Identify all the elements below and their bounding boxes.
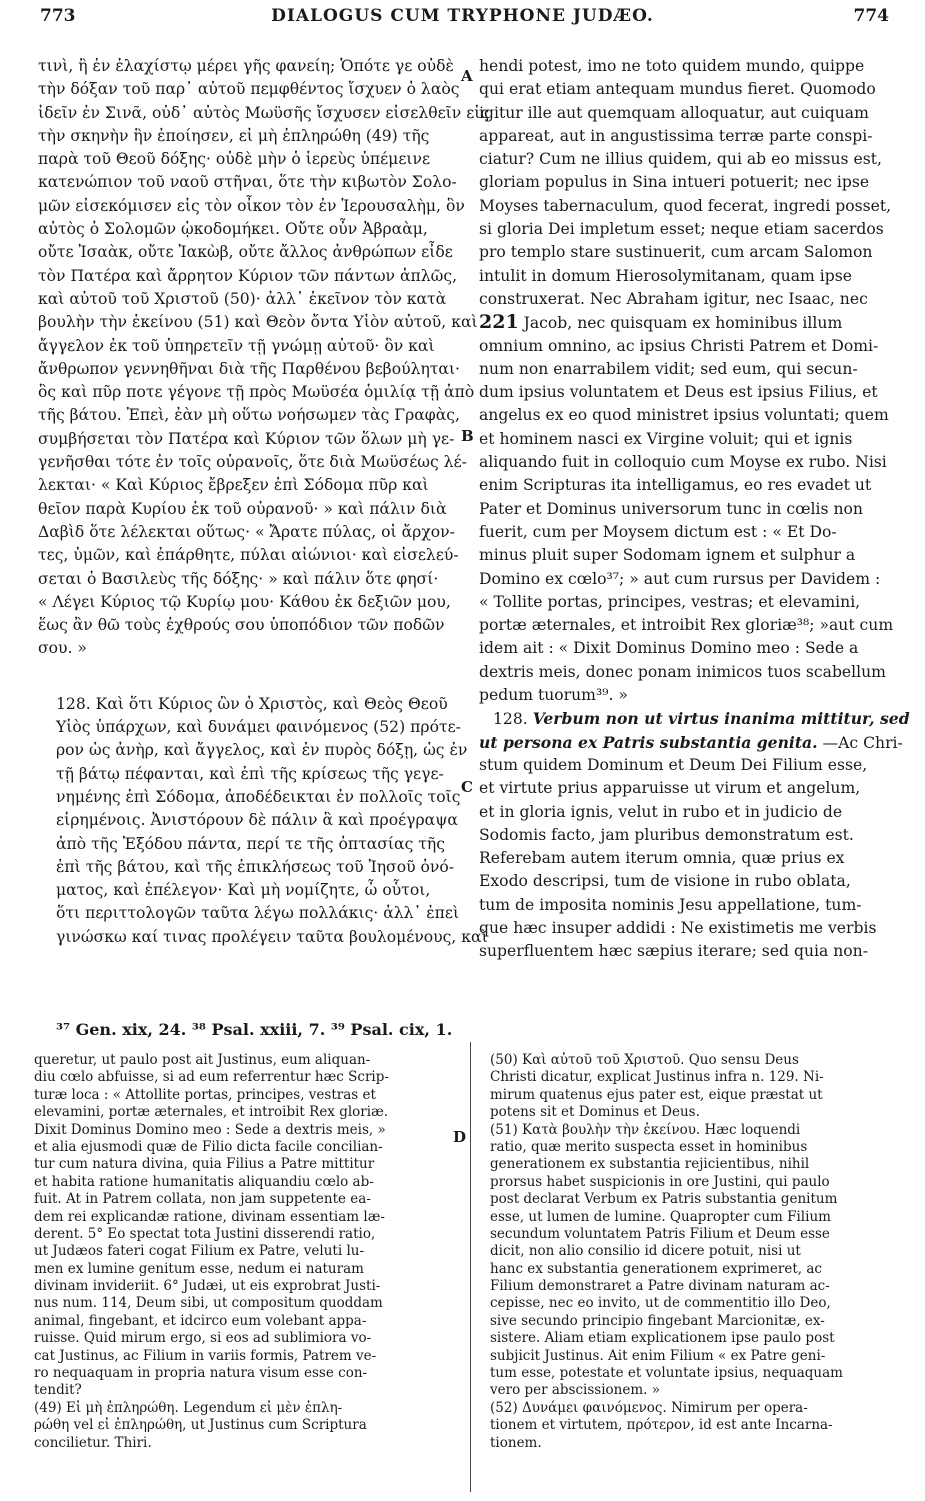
latin-text-line: appareat, aut in angustissima terræ parte conspi- (479, 126, 873, 145)
latin-text-line: dextris meis, donec ponam inimicos tuos scabellum (479, 662, 886, 681)
greek-text-line: συμβήσεται τὸν Πατέρα καὶ Κύριον τῶν ὅλων μὴ γε- (38, 429, 455, 448)
latin-text-line: ciatur? Cum ne illius quidem, qui ab eo missus est, (479, 150, 882, 169)
greek-text-line: τὸν Πατέρα καὶ ἄρρητον Κύριον τῶν πάντων ἁπλῶς, (38, 266, 458, 285)
latin-text-line: stum quidem Dominum et Deum Dei Filium esse, (479, 755, 868, 774)
note-line: tur cum natura divina, quia Filius a Patre mittitur (34, 1156, 375, 1173)
greek-text-line: ματος, καὶ ἐπέλεγον· Καὶ μὴ νομίζητε, ὦ οὗτοι, (56, 881, 431, 900)
section-heading-a: Verbum non ut virtus inanima mittitur, sed (532, 709, 910, 729)
greek-text-line: λεκται· « Καὶ Κύριος ἔβρεξεν ἐπὶ Σόδομα πῦρ καὶ (38, 476, 429, 495)
latin-text-line: hendi potest, imo ne toto quidem mundo, quippe (479, 57, 865, 75)
note-line: subjicit Justinus. Ait enim Filium « ex Patre geni- (490, 1347, 826, 1364)
latin-text-line: enim Scripturas ita intelligamus, eo res evadet ut (479, 476, 872, 495)
latin-text-line: omnium omnino, ac ipsius Christi Patrem et Domi- (479, 336, 879, 355)
right-page-number: 774 (853, 6, 889, 26)
greek-text-line: ὅτι περιττολογῶν ταῦτα λέγω πολλάκις· ἀλλ᾽ ἐπεὶ (56, 904, 460, 923)
latin-heading-line-1 (479, 707, 910, 730)
note-line: hanc ex substantia generationem exprimeret, ac (490, 1260, 822, 1277)
greek-column (38, 55, 490, 949)
latin-text-line: angelus ex eo quod ministret ipsius voluntati; quem (479, 406, 889, 425)
greek-paragraph-128 (38, 693, 488, 949)
note-line: ro nequaquam in propria natura visum esse con- (34, 1365, 368, 1382)
notes-right-column (490, 1052, 900, 1452)
note-line: queretur, ut paulo post ait Justinus, eum aliquan- (34, 1052, 371, 1068)
note-line: prorsus habet suspicionis in ore Justini, qui paulo (490, 1173, 830, 1190)
section-number: 221 (479, 311, 519, 334)
greek-text-line: Υἱὸς ὑπάρχων, καὶ δυνάμει φαινόμενος (52) πρότε- (56, 718, 461, 737)
note-line: nus num. 114, Deum sibi, ut compositum quoddam (34, 1295, 383, 1312)
note-line: (49) Εἰ μὴ ἐπληρώθη. Legendum εἰ μὲν ἐπλη- (34, 1399, 343, 1416)
scripture-references: ³⁷ Gen. xix, 24. ³⁸ Psal. xxiii, 7. ³⁹ Psal. cix, 1. (56, 1020, 453, 1039)
greek-text-line: ἕως ἂν θῶ τοὺς ἐχθρούς σου ὑποπόδιον τῶν ποδῶν (38, 616, 445, 635)
latin-text-line: idem ait : « Dixit Dominus Domino meo : Sede a (479, 639, 859, 658)
greek-text-line: θεῖον παρὰ Κυρίου ἐκ τοῦ οὐρανοῦ· » καὶ πάλιν διὰ (38, 499, 447, 518)
latin-heading-line-2 (479, 731, 903, 754)
note-line: dem rei explicandæ ratione, divinam essentiam læ- (34, 1208, 385, 1225)
greek-text-line: ἰδεῖν ἐν Σινᾶ, οὐδ᾽ αὐτὸς Μωϋσῆς ἴσχυσεν εἰσελθεῖν εἰς (38, 103, 490, 122)
note-line: tendit? (34, 1382, 82, 1399)
greek-text-line: ἀπὸ τῆς Ἐξόδου πάντα, περί τε τῆς ὀπτασίας τῆς (56, 834, 445, 853)
greek-text-line: γινώσκω καί τινας προλέγειν ταῦτα βουλομένους, καὶ (56, 927, 488, 946)
greek-paragraph-1 (38, 55, 490, 661)
note-line: ρώθη vel εἰ ἐπληρώθη, ut Justinus cum Scriptura (34, 1417, 367, 1434)
latin-text-line: superfluentem hæc sæpius iterare; sed quia non- (479, 942, 868, 961)
greek-text-line: τινὶ, ἢ ἐν ἐλαχίστῳ μέρει γῆς φανείη; Ὁπότε γε οὐδὲ (38, 57, 454, 75)
note-line: vero per abscissionem. » (490, 1382, 660, 1399)
greek-text-line: τῆς βάτου. Ἐπεὶ, ἐὰν μὴ οὕτω νοήσωμεν τὰς Γραφὰς, (38, 406, 460, 425)
greek-text-line: « Λέγει Κύριος τῷ Κυρίῳ μου· Κάθου ἐκ δεξιῶν μου, (38, 592, 451, 611)
greek-text-line: αὐτὸς ὁ Σολομῶν ᾠκοδομήκει. Οὔτε οὖν Ἀβραὰμ, (38, 220, 428, 239)
latin-text-line: igitur ille aut quemquam alloquatur, aut cuiquam (479, 103, 869, 122)
note-line: mirum quatenus ejus pater est, eique præstat ut (490, 1086, 823, 1103)
left-page-number: 773 (40, 6, 76, 26)
note-line: sive secundo principio fingebant Marcionitæ, ex- (490, 1312, 825, 1329)
latin-text-line: si gloria Dei impletum esset; neque etiam sacerdos (479, 220, 884, 239)
latin-text-line: qui erat etiam antequam mundus fieret. Quomodo (479, 80, 876, 99)
note-line: divinam invideriit. 6° Judæi, ut eis exprobrat Justi- (34, 1278, 381, 1295)
note-line: ruisse. Quid mirum ergo, si eos ad sublimiora vo- (34, 1330, 372, 1347)
latin-text-line: portæ æternales, et introibit Rex gloriæ³⁸; »aut cum (479, 616, 894, 635)
greek-text-line: εἰρημένοις. Ἀνιστόρουν δὲ πάλιν ἃ καὶ προέγραψα (56, 811, 458, 830)
margin-letter-a: A (461, 67, 473, 85)
margin-letter-c: C (461, 778, 473, 796)
note-line: tionem et virtutem, πρότερον, id est ante Incarna- (490, 1417, 833, 1434)
note-line: secundum voluntatem Patris Filium et Deum esse (490, 1225, 830, 1242)
note-line: tionem. (490, 1434, 542, 1451)
latin-text-line: Sodomis facto, jam pluribus demonstratum est. (479, 825, 854, 844)
latin-paragraph-1 (479, 55, 891, 311)
note-line: fuit. At in Patrem collata, non jam suppetente ea- (34, 1191, 371, 1208)
latin-text-line: minus pluit super Sodomam ignem et sulphur a (479, 546, 856, 565)
note-line: (51) Κατὰ βουλὴν τὴν ἐκείνου. Hæc loquendi (490, 1121, 801, 1138)
latin-text-line: Moyses tabernaculum, quod fecerat, ingredi posset, (479, 196, 892, 215)
latin-column (479, 55, 910, 964)
latin-text-line: intulit in domum Hierosolymitanam, quam ipse (479, 266, 852, 285)
greek-text-line: οὔτε Ἰσαὰκ, οὔτε Ἰακὼβ, οὔτε ἄλλος ἀνθρώπων εἶδε (38, 243, 453, 262)
latin-text-line: « Tollite portas, principes, vestras; et elevamini, (479, 592, 861, 611)
note-line: generationem ex substantia rejicientibus, nihil (490, 1156, 810, 1173)
note-line: turæ loca : « Attollite portas, principes, vestras et (34, 1086, 376, 1103)
greek-text-line: τὴν σκηνὴν ἣν ἐποίησεν, εἰ μὴ ἐπληρώθη (49) τῆς (38, 126, 430, 145)
note-line: Filium demonstraret a Patre divinam naturam ac- (490, 1278, 830, 1295)
latin-text-line: que hæc insuper addidi : Ne existimetis me verbis (479, 918, 877, 937)
margin-letter-d: D (453, 1128, 467, 1146)
note-line: ut Judæos fateri cogat Filium ex Patre, veluti lu- (34, 1243, 365, 1260)
greek-text-line: ἄγγελον ἐκ τοῦ ὑπηρετεῖν τῇ γνώμῃ αὐτοῦ· ὃν καὶ (38, 336, 435, 355)
note-line: men ex lumine genitum esse, nedum ei naturam (34, 1260, 364, 1277)
note-line: et habita ratione humanitatis aliquandiu cœlo ab- (34, 1173, 374, 1190)
margin-letter-b: B (461, 427, 474, 445)
latin-text-line: et in gloria ignis, velut in rubo et in judicio de (479, 802, 843, 821)
greek-text-line: παρὰ τοῦ Θεοῦ δόξης· οὐδὲ μὴν ὁ ἱερεὺς ὑπέμεινε (38, 150, 431, 169)
note-line: post declarat Verbum ex Patris substantia genitum (490, 1191, 838, 1208)
greek-text-line: καὶ αὐτοῦ τοῦ Χριστοῦ (50)· ἀλλ᾽ ἐκεῖνον τὸν κατὰ (38, 289, 447, 308)
note-line: ratio, quæ merito suspecta esset in hominibus (490, 1138, 808, 1155)
greek-text-line: γενῆσθαι τότε ἐν τοῖς οὐρανοῖς, ὅτε διὰ Μωϋσέως λέ- (38, 453, 467, 472)
latin-text-line: pedum tuorum³⁹. » (479, 686, 628, 705)
notes-left-column (34, 1052, 454, 1452)
latin-line-text: Jacob, nec quisquam ex hominibus illum (518, 314, 843, 333)
greek-text-line: νημένης ἐπὶ Σόδομα, ἀποδέδεικται ἐν πολλοῖς τοῖς (56, 787, 461, 806)
note-line: tum esse, potestate et voluntate ipsius, nequaquam (490, 1365, 843, 1382)
note-line: derent. 5° Eo spectat tota Justini disserendi ratio, (34, 1225, 376, 1242)
latin-text-line: dum ipsius voluntatem et Deus est ipsius Filius, et (479, 383, 878, 402)
note-line: Christi dicatur, explicat Justinus infra n. 129. Ni- (490, 1069, 824, 1086)
note-line: diu cœlo abfuisse, si ad eum referrentur hæc Scrip- (34, 1069, 389, 1086)
note-line: dicit, non alio consilio id dicere potuit, nisi ut (490, 1243, 801, 1260)
latin-text-line: Exodo descripsi, tum de visione in rubo oblata, (479, 872, 851, 891)
latin-text-line: pro templo stare sustinuerit, cum arcam Salomon (479, 243, 873, 262)
note-line: cepisse, nec eo invito, ut de commentitio illo Deo, (490, 1295, 831, 1312)
latin-paragraph-128 (479, 754, 891, 964)
note-line: (52) Δυνάμει φαινόμενος. Nimirum per opera- (490, 1399, 808, 1416)
note-line: potens sit et Dominus et Deus. (490, 1104, 700, 1121)
notes-divider (470, 1042, 471, 1492)
note-line: Dixit Dominus Domino meo : Sede a dextris meis, » (34, 1121, 386, 1138)
greek-text-line: σεται ὁ Βασιλεὺς τῆς δόξης· » καὶ πάλιν ὅτε φησί· (38, 569, 439, 588)
latin-line-section (479, 311, 891, 334)
greek-text-line: μῶν εἰσεκόμισεν εἰς τὸν οἶκον τὸν ἐν Ἱερουσαλὴμ, ὃν (38, 196, 465, 215)
latin-text-line: et virtute prius apparuisse ut virum et angelum, (479, 779, 861, 798)
note-line: elevamini, portæ æternales, et introibit Rex gloriæ. (34, 1104, 389, 1121)
latin-text-line: Domino ex cœlo³⁷; » aut cum rursus per Davidem : (479, 569, 881, 588)
latin-text-line: aliquando fuit in colloquio cum Moyse ex rubo. Nisi (479, 453, 887, 472)
running-title: DIALOGUS CUM TRYPHONE JUDÆO. (271, 6, 654, 26)
greek-text-line: τὴν δόξαν τοῦ παρ᾽ αὐτοῦ πεμφθέντος ἴσχυεν ὁ λαὸς (38, 80, 460, 99)
greek-text-line: σου. » (38, 639, 87, 658)
latin-text-line: Pater et Dominus universorum tunc in cœlis non (479, 499, 863, 518)
greek-text-line: βουλὴν τὴν ἐκείνου (51) καὶ Θεὸν ὄντα Υἱὸν αὐτοῦ, καὶ (38, 313, 478, 332)
note-line: (50) Καὶ αὐτοῦ τοῦ Χριστοῦ. Quo sensu Deus (490, 1052, 799, 1068)
greek-text-line: ρον ὡς ἀνὴρ, καὶ ἄγγελος, καὶ ἐν πυρὸς δόξῃ, ὡς ἐν (56, 741, 468, 760)
note-line: esse, ut lumen de lumine. Quapropter cum Filium (490, 1208, 831, 1225)
greek-text-line: ὃς καὶ πῦρ ποτε γέγονε τῇ πρὸς Μωϋσέα ὁμιλίᾳ τῇ ἀπὸ (38, 383, 475, 402)
greek-text-line: τες, ὑμῶν, καὶ ἐπάρθητε, πύλαι αἰώνιοι· καὶ εἰσελεύ- (38, 546, 459, 565)
latin-text-line: num non enarrabilem vidit; sed eum, qui secun- (479, 359, 858, 378)
greek-text-line: Δαβὶδ ὅτε λέλεκται οὕτως· « Ἄρατε πύλας, οἱ ἄρχον- (38, 522, 455, 541)
paragraph-number: 128. (493, 710, 528, 729)
latin-text-line: construxerat. Nec Abraham igitur, nec Isaac, nec (479, 289, 868, 308)
note-line: concilietur. Thiri. (34, 1434, 152, 1451)
latin-text-line: gloriam populus in Sina intueri potuerit; nec ipse (479, 173, 870, 192)
greek-text-line: κατενώπιον τοῦ ναοῦ στῆναι, ὅτε τὴν κιβωτὸν Σολο- (38, 173, 457, 192)
latin-paragraph-1-cont (479, 335, 894, 708)
latin-text-line: tum de imposita nominis Jesu appellatione, tum- (479, 895, 862, 914)
note-line: et alia ejusmodi quæ de Filio dicta facile concilian- (34, 1138, 383, 1155)
note-line: sistere. Aliam etiam explicationem ipse paulo post (490, 1330, 835, 1347)
greek-text-line: ἐπὶ τῆς βάτου, καὶ τῆς ἐπικλήσεως τοῦ Ἰησοῦ ὀνό- (56, 857, 455, 876)
latin-text-line: fuerit, cum per Moysem dictum est : « Et Do- (479, 522, 837, 541)
latin-line-text: —Ac Chri- (817, 733, 903, 752)
greek-text-line: ἄνθρωπον γεννηθῆναι διὰ τῆς Παρθένου βεβούληται· (38, 359, 461, 378)
section-heading-b: ut persona ex Patris substantia genita. (479, 732, 818, 752)
greek-text-line: 128. Καὶ ὅτι Κύριος ὢν ὁ Χριστὸς, καὶ Θεὸς Θεοῦ (56, 694, 448, 713)
latin-text-line: et hominem nasci ex Virgine voluit; qui et ignis (479, 429, 853, 448)
note-line: animal, fingebant, et idcirco eum volebant appa- (34, 1312, 367, 1329)
note-line: cat Justinus, ac Filium in variis formis, Patrem ve- (34, 1347, 377, 1364)
greek-text-line: τῇ βάτῳ πέφανται, καὶ ἐπὶ τῆς κρίσεως τῆς γεγε- (56, 764, 444, 783)
latin-text-line: Referebam autem iterum omnia, quæ prius ex (479, 849, 845, 868)
